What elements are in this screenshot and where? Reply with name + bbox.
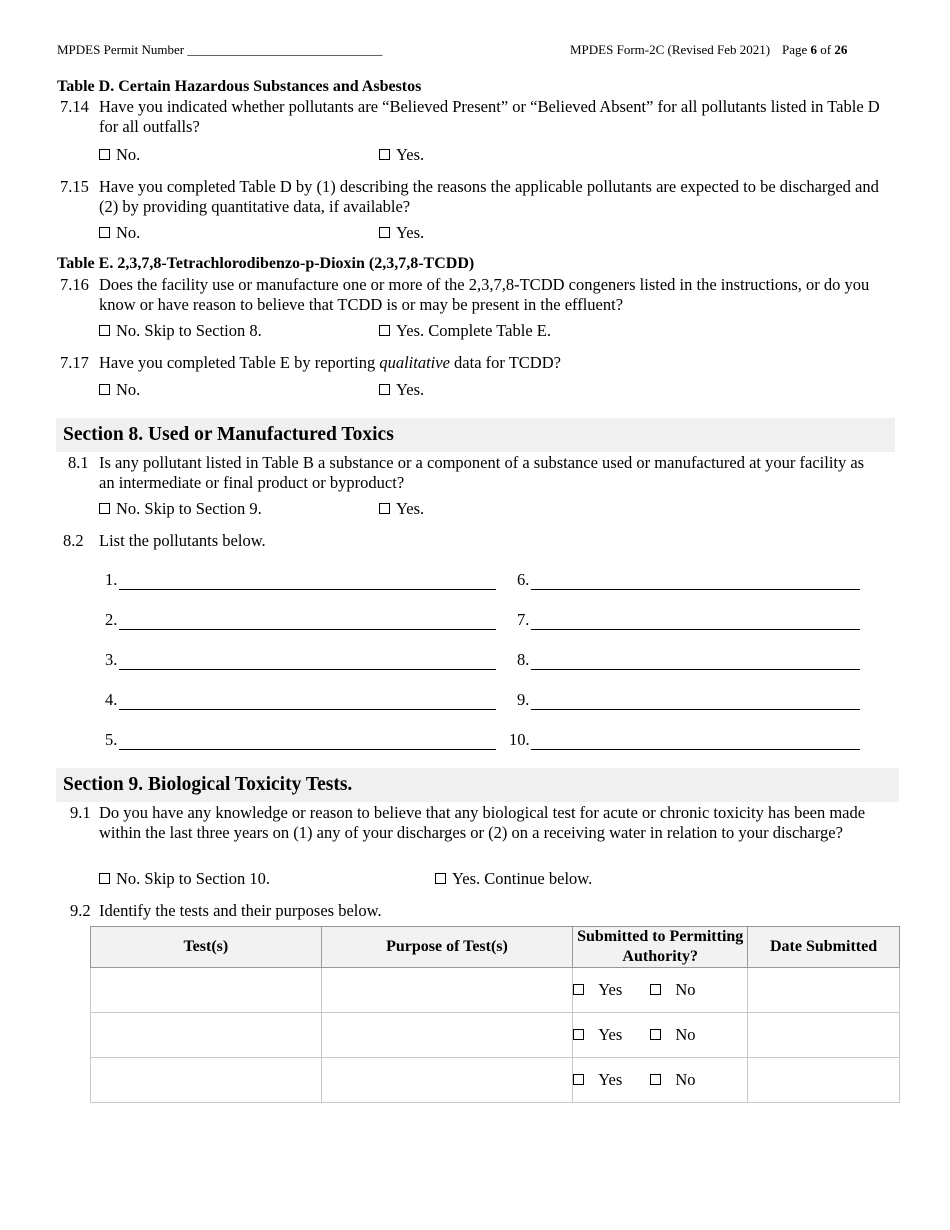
col-header-purpose: Purpose of Test(s) [321,927,573,968]
pollutant-line-2[interactable] [119,629,496,630]
pollutant-label-8: 8. [517,650,530,669]
question-7-17: 7.17 Have you completed Table E by reporting qualitative data for TCDD? [60,353,561,372]
no-checkbox[interactable] [650,1074,661,1085]
pollutant-label-6: 6. [517,570,530,589]
question-8-1: 8.1 Is any pollutant listed in Table B a substance or a component of a substance used or manufactured at your facility as an intermediate or final product or byproduct? [68,453,865,492]
question-9-1: 9.1 Do you have any knowledge or reason to believe that any biological test for acute or chronic toxicity has been made within the last three years on (1) any of your discharges or (2) on a receiving water in relation to your discharge? [70,803,866,842]
pollutant-line-7[interactable] [531,629,860,630]
checkbox[interactable] [379,227,390,238]
checkbox[interactable] [99,384,110,395]
question-7-16: 7.16 Does the facility use or manufacture one or more of the 2,3,7,8-TCDD congeners listed in the instructions, or do you know or have reason to believe that TCDD is or may be present in the effluent? [60,275,870,314]
table-row [91,968,900,1013]
yes-checkbox[interactable] [573,984,584,995]
pollutant-line-4[interactable] [119,709,496,710]
q717-no-option[interactable]: No. [99,380,140,400]
date-cell[interactable] [748,1058,900,1103]
checkbox[interactable] [379,503,390,514]
col-header-date: Date Submitted [748,927,900,968]
yes-checkbox[interactable] [573,1029,584,1040]
q716-no-option[interactable]: No. Skip to Section 8. [99,321,262,341]
pollutant-line-3[interactable] [119,669,496,670]
table-row [91,1013,900,1058]
q715-no-option[interactable]: No. [99,223,140,243]
checkbox[interactable] [379,149,390,160]
q717-yes-option[interactable]: Yes. [379,380,424,400]
table-row [91,1058,900,1103]
pollutant-line-1[interactable] [119,589,496,590]
test-cell[interactable] [91,1013,322,1058]
pollutant-line-9[interactable] [531,709,860,710]
pollutant-label-2: 2. [105,610,118,629]
table-e-title: Table E. 2,3,7,8-Tetrachlorodibenzo-p-Dioxin (2,3,7,8-TCDD) [57,255,475,272]
checkbox[interactable] [99,325,110,336]
pollutant-label-3: 3. [105,650,118,669]
checkbox[interactable] [379,384,390,395]
q714-no-option[interactable]: No. [99,145,140,165]
q81-no-option[interactable]: No. Skip to Section 9. [99,499,262,519]
q715-yes-option[interactable]: Yes. [379,223,424,243]
date-cell[interactable] [748,1013,900,1058]
q716-yes-option[interactable]: Yes. Complete Table E. [379,321,551,341]
pollutant-label-7: 7. [517,610,530,629]
no-checkbox[interactable] [650,1029,661,1040]
submitted-cell: Yes No [573,1058,748,1103]
biological-tests-table [90,926,900,1103]
pollutant-label-10: 10. [509,730,530,749]
checkbox[interactable] [435,873,446,884]
form-label: MPDES Form-2C (Revised Feb 2021) [570,42,771,57]
question-7-15: 7.15 Have you completed Table D by (1) describing the reasons the applicable pollutants are expected to be discharged and (2) by providing quantitative data, if available? [60,177,879,216]
section-8-header: Section 8. Used or Manufactured Toxics [56,418,895,452]
question-7-14: 7.14 Have you indicated whether pollutants are “Believed Present” or “Believed Absent” for all pollutants listed in Table D for all outfalls? [60,97,880,136]
question-9-2: 9.2 Identify the tests and their purposes below. [70,901,382,920]
table-d-title: Table D. Certain Hazardous Substances and Asbestos [57,78,422,95]
pollutant-line-5[interactable] [119,749,496,750]
checkbox[interactable] [99,227,110,238]
pollutant-line-10[interactable] [531,749,860,750]
checkbox[interactable] [379,325,390,336]
pollutant-line-6[interactable] [531,589,860,590]
pollutant-label-4: 4. [105,690,118,709]
pollutant-label-1: 1. [105,570,118,589]
submitted-cell: Yes No [573,1013,748,1058]
q91-no-option[interactable]: No. Skip to Section 10. [99,869,270,889]
table-header-row [91,927,900,968]
purpose-cell[interactable] [321,1013,573,1058]
col-header-tests: Test(s) [91,927,322,968]
page-indicator: Page 6 of 26 [782,42,848,57]
q81-yes-option[interactable]: Yes. [379,499,424,519]
test-cell[interactable] [91,968,322,1013]
section-9-header: Section 9. Biological Toxicity Tests. [56,768,899,802]
pollutant-label-9: 9. [517,690,530,709]
submitted-cell: Yes No [573,968,748,1013]
col-header-submitted: Submitted to Permitting Authority? [573,927,748,968]
no-checkbox[interactable] [650,984,661,995]
checkbox[interactable] [99,503,110,514]
purpose-cell[interactable] [321,1058,573,1103]
q91-yes-option[interactable]: Yes. Continue below. [435,869,592,889]
pollutant-line-8[interactable] [531,669,860,670]
q714-yes-option[interactable]: Yes. [379,145,424,165]
test-cell[interactable] [91,1058,322,1103]
permit-number-label: MPDES Permit Number ______________________________ [57,42,383,57]
date-cell[interactable] [748,968,900,1013]
question-8-2: 8.2 List the pollutants below. [63,531,266,550]
yes-checkbox[interactable] [573,1074,584,1085]
checkbox[interactable] [99,149,110,160]
purpose-cell[interactable] [321,968,573,1013]
checkbox[interactable] [99,873,110,884]
pollutant-label-5: 5. [105,730,118,749]
